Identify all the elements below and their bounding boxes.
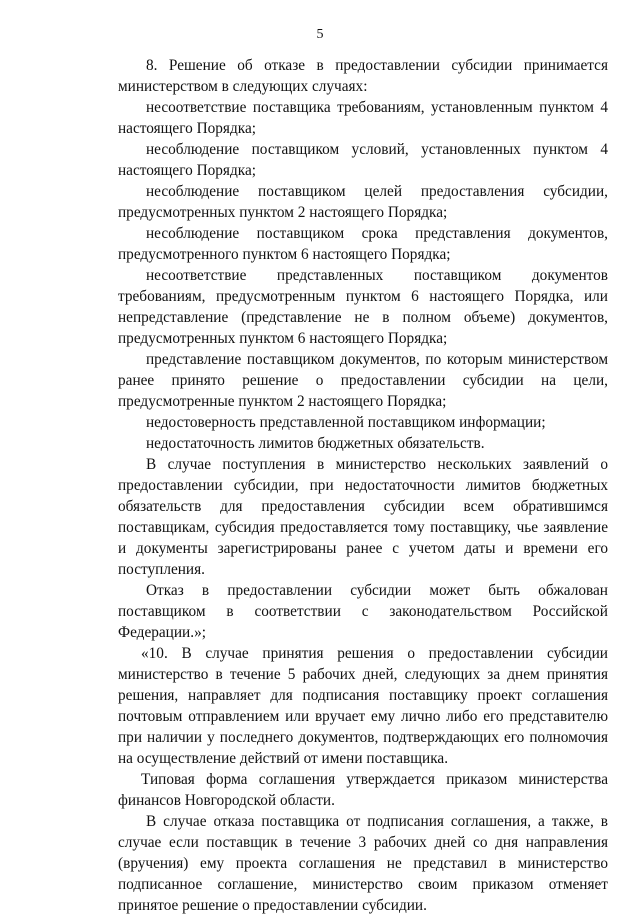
paragraph-item-10: «10. В случае принятия решения о предоставлении субсидии министерство в течение 5 рабочих дней, следующих за днем принятия решения, направляет для подписания поставщику проект соглашения почтовым отправлением или вручает ему лично либо его представителю при наличии у последнего документов, подтверждающих его полномочия на осуществление действий от имени поставщика. [118,645,608,767]
paragraph-condition-2: несоблюдение поставщиком условий, установленных пунктом 4 настоящего Порядка; [118,141,608,179]
paragraph-multiple-applications: В случае поступления в министерство нескольких заявлений о предоставлении субсидии, при недостаточности лимитов бюджетных обязательств для предоставления субсидии всем обратившимся поставщикам, субсидия предоставляется тому поставщику, чье заявление и документы зарегистрированы ранее с учетом даты и времени его поступления. [118,456,608,578]
paragraph-refusal-to-sign: В случае отказа поставщика от подписания соглашения, а также, в случае если поставщик в течение 3 рабочих дней со дня направления (вручения) ему проекта соглашения не представил в министерство подписанное соглашение, министерство своим приказом отменяет принятое решение о предоставлении субсидии. [118,813,608,914]
paragraph-appeal: Отказ в предоставлении субсидии может быть обжалован поставщиком в соответствии с законодательством Российской Федерации.»; [118,582,608,641]
paragraph-condition-6: представление поставщиком документов, по которым министерством ранее принято решение о предоставлении субсидии на цели, предусмотренные пунктом 2 настоящего Порядка; [118,351,608,410]
paragraph-template-form: Типовая форма соглашения утверждается приказом министерства финансов Новгородской области. [118,771,608,809]
paragraph-condition-8: недостаточность лимитов бюджетных обязательств. [146,435,485,452]
paragraph-condition-1: несоответствие поставщика требованиям, установленным пунктом 4 настоящего Порядка; [118,99,608,137]
page-number: 5 [316,27,324,42]
paragraph-condition-3: несоблюдение поставщиком целей предоставления субсидии, предусмотренных пунктом 2 настоящего Порядка; [118,183,608,221]
document-body [118,55,608,916]
paragraph-condition-4: несоблюдение поставщиком срока представления документов, предусмотренного пунктом 6 настоящего Порядка; [118,225,608,263]
paragraph-item-8: 8. Решение об отказе в предоставлении субсидии принимается министерством в следующих случаях: [118,57,608,95]
paragraph-condition-7: недостоверность представленной поставщиком информации; [146,414,546,431]
paragraph-condition-5: несоответствие представленных поставщиком документов требованиям, предусмотренным пунктом 6 настоящего Порядка, или непредставление (представление не в полном объеме) документов, предусмотренных пунктом 6 настоящего Порядка; [118,267,608,347]
